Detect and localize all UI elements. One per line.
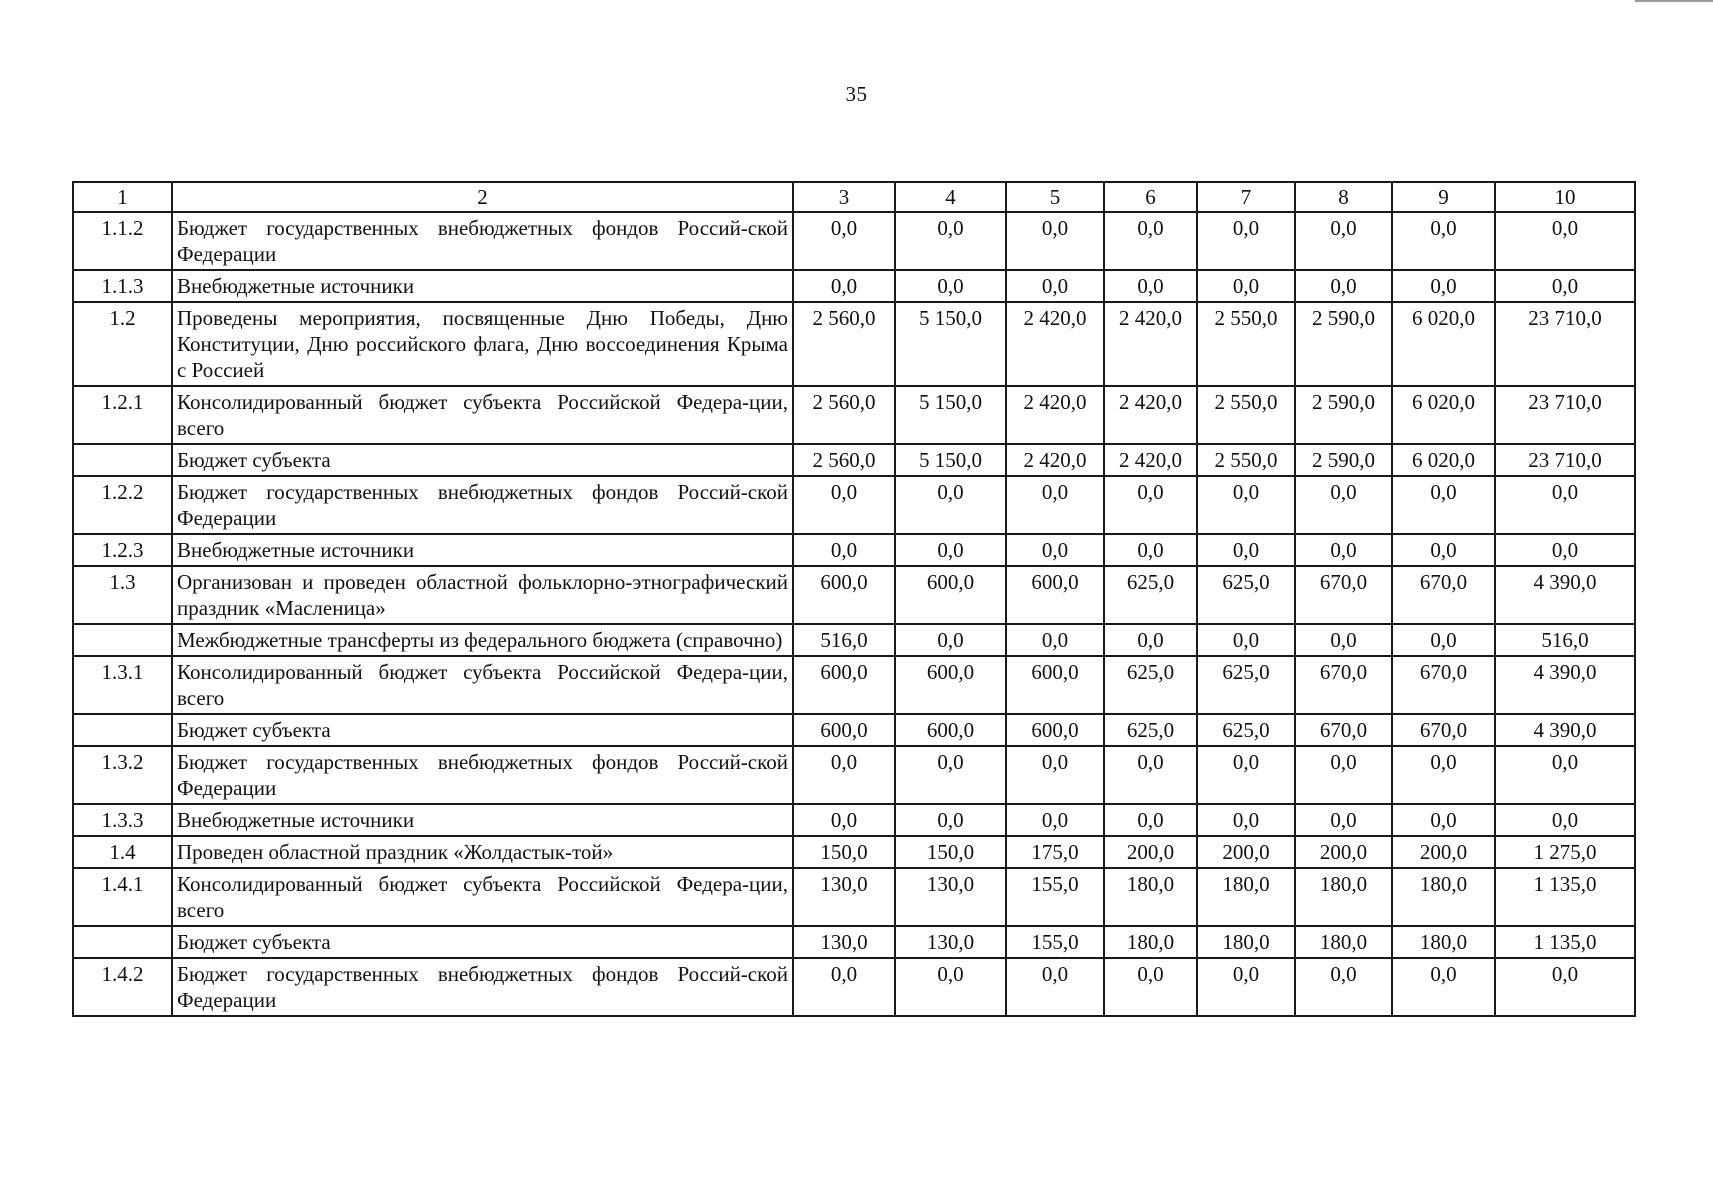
row-value-cell: 0,0 <box>793 958 895 1016</box>
row-value-cell: 625,0 <box>1197 656 1295 714</box>
table-row <box>73 714 1635 746</box>
row-value-cell: 625,0 <box>1104 566 1197 624</box>
row-value-cell: 0,0 <box>1392 270 1495 302</box>
row-value-cell: 175,0 <box>1006 836 1104 868</box>
row-value-cell: 0,0 <box>1197 804 1295 836</box>
row-value-cell: 0,0 <box>1495 476 1635 534</box>
row-value-cell: 180,0 <box>1295 868 1392 926</box>
row-value-cell: 5 150,0 <box>895 386 1006 444</box>
row-value-cell: 4 390,0 <box>1495 714 1635 746</box>
row-value-cell: 0,0 <box>1392 476 1495 534</box>
table-header-row <box>73 182 1635 212</box>
row-name-cell: Организован и проведен областной фольклорно-этнографический праздник «Масленица» <box>172 566 793 624</box>
row-value-cell: 2 420,0 <box>1104 444 1197 476</box>
row-value-cell: 670,0 <box>1295 566 1392 624</box>
row-value-cell: 2 420,0 <box>1104 386 1197 444</box>
row-name-cell: Бюджет субъекта <box>172 714 793 746</box>
row-value-cell: 130,0 <box>793 926 895 958</box>
row-name-cell: Внебюджетные источники <box>172 804 793 836</box>
row-value-cell: 0,0 <box>1197 270 1295 302</box>
row-value-cell: 0,0 <box>793 270 895 302</box>
row-name-cell: Консолидированный бюджет субъекта Российской Федера-ции, всего <box>172 868 793 926</box>
row-name-cell: Бюджет субъекта <box>172 926 793 958</box>
row-code-cell: 1.2.1 <box>73 386 172 444</box>
table-row <box>73 804 1635 836</box>
row-value-cell: 155,0 <box>1006 926 1104 958</box>
row-value-cell: 2 560,0 <box>793 302 895 386</box>
row-code-cell <box>73 926 172 958</box>
row-value-cell: 130,0 <box>793 868 895 926</box>
row-value-cell: 0,0 <box>1392 958 1495 1016</box>
row-value-cell: 0,0 <box>793 476 895 534</box>
row-value-cell: 625,0 <box>1104 714 1197 746</box>
row-value-cell: 0,0 <box>1295 270 1392 302</box>
row-value-cell: 516,0 <box>793 624 895 656</box>
row-code-cell: 1.2 <box>73 302 172 386</box>
row-value-cell: 600,0 <box>895 714 1006 746</box>
row-value-cell: 0,0 <box>895 270 1006 302</box>
row-name-cell: Консолидированный бюджет субъекта Российской Федера-ции, всего <box>172 386 793 444</box>
row-value-cell: 0,0 <box>1295 624 1392 656</box>
row-value-cell: 2 550,0 <box>1197 444 1295 476</box>
row-value-cell: 0,0 <box>1295 958 1392 1016</box>
row-value-cell: 0,0 <box>1197 212 1295 270</box>
row-value-cell: 180,0 <box>1104 868 1197 926</box>
table-row <box>73 868 1635 926</box>
row-value-cell: 0,0 <box>1006 958 1104 1016</box>
table-row <box>73 656 1635 714</box>
table-row <box>73 534 1635 566</box>
row-value-cell: 0,0 <box>1006 534 1104 566</box>
row-value-cell: 600,0 <box>793 566 895 624</box>
row-value-cell: 5 150,0 <box>895 444 1006 476</box>
row-code-cell <box>73 624 172 656</box>
row-code-cell: 1.3.1 <box>73 656 172 714</box>
row-value-cell: 625,0 <box>1104 656 1197 714</box>
table-body <box>73 182 1635 1016</box>
row-value-cell: 0,0 <box>1104 476 1197 534</box>
row-value-cell: 180,0 <box>1197 926 1295 958</box>
table-row <box>73 444 1635 476</box>
row-code-cell: 1.2.3 <box>73 534 172 566</box>
row-value-cell: 670,0 <box>1392 714 1495 746</box>
row-value-cell: 0,0 <box>1495 534 1635 566</box>
row-value-cell: 0,0 <box>1104 534 1197 566</box>
row-code-cell: 1.1.2 <box>73 212 172 270</box>
row-value-cell: 0,0 <box>1006 212 1104 270</box>
row-value-cell: 625,0 <box>1197 714 1295 746</box>
row-value-cell: 0,0 <box>1006 476 1104 534</box>
row-code-cell: 1.1.3 <box>73 270 172 302</box>
row-value-cell: 180,0 <box>1392 868 1495 926</box>
table-row <box>73 302 1635 386</box>
row-code-cell <box>73 714 172 746</box>
row-value-cell: 0,0 <box>1392 534 1495 566</box>
header-cell: 4 <box>895 182 1006 212</box>
row-value-cell: 0,0 <box>1197 624 1295 656</box>
row-value-cell: 0,0 <box>1495 958 1635 1016</box>
row-value-cell: 0,0 <box>895 624 1006 656</box>
row-code-cell: 1.4.2 <box>73 958 172 1016</box>
row-value-cell: 600,0 <box>1006 566 1104 624</box>
header-cell: 7 <box>1197 182 1295 212</box>
row-value-cell: 200,0 <box>1104 836 1197 868</box>
row-value-cell: 200,0 <box>1197 836 1295 868</box>
row-value-cell: 0,0 <box>1392 804 1495 836</box>
row-value-cell: 670,0 <box>1392 566 1495 624</box>
row-value-cell: 2 420,0 <box>1104 302 1197 386</box>
row-value-cell: 0,0 <box>1104 212 1197 270</box>
row-value-cell: 0,0 <box>1295 534 1392 566</box>
row-value-cell: 0,0 <box>1495 804 1635 836</box>
row-value-cell: 130,0 <box>895 926 1006 958</box>
row-value-cell: 4 390,0 <box>1495 566 1635 624</box>
row-value-cell: 600,0 <box>1006 656 1104 714</box>
row-value-cell: 0,0 <box>1495 746 1635 804</box>
row-value-cell: 600,0 <box>895 656 1006 714</box>
row-value-cell: 2 560,0 <box>793 444 895 476</box>
row-value-cell: 6 020,0 <box>1392 386 1495 444</box>
row-value-cell: 200,0 <box>1295 836 1392 868</box>
row-value-cell: 180,0 <box>1295 926 1392 958</box>
row-value-cell: 0,0 <box>1197 534 1295 566</box>
row-code-cell <box>73 444 172 476</box>
row-value-cell: 0,0 <box>1104 804 1197 836</box>
row-value-cell: 155,0 <box>1006 868 1104 926</box>
row-value-cell: 0,0 <box>793 804 895 836</box>
budget-table <box>72 181 1636 1017</box>
header-cell: 1 <box>73 182 172 212</box>
row-value-cell: 2 590,0 <box>1295 386 1392 444</box>
row-value-cell: 0,0 <box>1495 270 1635 302</box>
row-value-cell: 0,0 <box>793 534 895 566</box>
row-name-cell: Проведены мероприятия, посвященные Дню Победы, Дню Конституции, Дню российского флага, Дню воссоединения Крыма с Россией <box>172 302 793 386</box>
row-value-cell: 180,0 <box>1104 926 1197 958</box>
row-value-cell: 6 020,0 <box>1392 444 1495 476</box>
row-code-cell: 1.2.2 <box>73 476 172 534</box>
row-value-cell: 0,0 <box>1006 746 1104 804</box>
header-cell: 5 <box>1006 182 1104 212</box>
row-value-cell: 5 150,0 <box>895 302 1006 386</box>
row-value-cell: 2 420,0 <box>1006 386 1104 444</box>
row-name-cell: Бюджет государственных внебюджетных фондов Россий-ской Федерации <box>172 958 793 1016</box>
row-value-cell: 0,0 <box>1006 624 1104 656</box>
row-value-cell: 0,0 <box>895 746 1006 804</box>
row-value-cell: 0,0 <box>1104 624 1197 656</box>
row-name-cell: Бюджет государственных внебюджетных фондов Россий-ской Федерации <box>172 212 793 270</box>
row-value-cell: 4 390,0 <box>1495 656 1635 714</box>
table-row <box>73 386 1635 444</box>
row-value-cell: 0,0 <box>1392 624 1495 656</box>
table-row <box>73 958 1635 1016</box>
row-value-cell: 180,0 <box>1392 926 1495 958</box>
row-name-cell: Бюджет субъекта <box>172 444 793 476</box>
table-row <box>73 270 1635 302</box>
row-value-cell: 0,0 <box>1392 746 1495 804</box>
row-value-cell: 0,0 <box>895 212 1006 270</box>
row-name-cell: Консолидированный бюджет субъекта Российской Федера-ции, всего <box>172 656 793 714</box>
row-name-cell: Бюджет государственных внебюджетных фондов Россий-ской Федерации <box>172 476 793 534</box>
top-edge-rule <box>1635 0 1713 2</box>
row-value-cell: 0,0 <box>1197 476 1295 534</box>
row-value-cell: 150,0 <box>793 836 895 868</box>
row-value-cell: 670,0 <box>1295 656 1392 714</box>
row-value-cell: 0,0 <box>1006 804 1104 836</box>
row-value-cell: 600,0 <box>793 656 895 714</box>
row-value-cell: 0,0 <box>1295 212 1392 270</box>
row-value-cell: 180,0 <box>1197 868 1295 926</box>
row-value-cell: 0,0 <box>1104 958 1197 1016</box>
row-code-cell: 1.3.3 <box>73 804 172 836</box>
row-value-cell: 2 550,0 <box>1197 302 1295 386</box>
row-value-cell: 0,0 <box>793 212 895 270</box>
row-value-cell: 2 420,0 <box>1006 444 1104 476</box>
row-name-cell: Межбюджетные трансферты из федерального бюджета (справочно) <box>172 624 793 656</box>
row-code-cell: 1.3.2 <box>73 746 172 804</box>
row-value-cell: 0,0 <box>895 804 1006 836</box>
row-value-cell: 0,0 <box>1495 212 1635 270</box>
row-code-cell: 1.4 <box>73 836 172 868</box>
header-cell: 2 <box>172 182 793 212</box>
row-value-cell: 0,0 <box>895 534 1006 566</box>
row-name-cell: Внебюджетные источники <box>172 270 793 302</box>
row-value-cell: 23 710,0 <box>1495 302 1635 386</box>
row-value-cell: 516,0 <box>1495 624 1635 656</box>
row-value-cell: 2 590,0 <box>1295 302 1392 386</box>
table-row <box>73 836 1635 868</box>
row-value-cell: 23 710,0 <box>1495 444 1635 476</box>
row-value-cell: 2 560,0 <box>793 386 895 444</box>
row-value-cell: 0,0 <box>1392 212 1495 270</box>
row-name-cell: Внебюджетные источники <box>172 534 793 566</box>
table-row <box>73 624 1635 656</box>
row-value-cell: 0,0 <box>1295 804 1392 836</box>
row-name-cell: Бюджет государственных внебюджетных фондов Россий-ской Федерации <box>172 746 793 804</box>
row-code-cell: 1.3 <box>73 566 172 624</box>
header-cell: 6 <box>1104 182 1197 212</box>
row-value-cell: 0,0 <box>1197 958 1295 1016</box>
row-value-cell: 0,0 <box>895 958 1006 1016</box>
header-cell: 8 <box>1295 182 1392 212</box>
row-value-cell: 670,0 <box>1392 656 1495 714</box>
row-value-cell: 23 710,0 <box>1495 386 1635 444</box>
row-value-cell: 600,0 <box>895 566 1006 624</box>
row-value-cell: 670,0 <box>1295 714 1392 746</box>
row-value-cell: 600,0 <box>1006 714 1104 746</box>
row-value-cell: 1 135,0 <box>1495 926 1635 958</box>
header-cell: 9 <box>1392 182 1495 212</box>
row-value-cell: 0,0 <box>1104 270 1197 302</box>
row-value-cell: 200,0 <box>1392 836 1495 868</box>
row-value-cell: 1 275,0 <box>1495 836 1635 868</box>
row-code-cell: 1.4.1 <box>73 868 172 926</box>
row-value-cell: 2 590,0 <box>1295 444 1392 476</box>
table-row <box>73 926 1635 958</box>
table-row <box>73 212 1635 270</box>
row-value-cell: 0,0 <box>1197 746 1295 804</box>
table-row <box>73 566 1635 624</box>
row-value-cell: 2 420,0 <box>1006 302 1104 386</box>
table-row <box>73 476 1635 534</box>
row-value-cell: 2 550,0 <box>1197 386 1295 444</box>
row-value-cell: 0,0 <box>793 746 895 804</box>
table-row <box>73 746 1635 804</box>
row-value-cell: 130,0 <box>895 868 1006 926</box>
page-number: 35 <box>845 82 868 106</box>
header-cell: 10 <box>1495 182 1635 212</box>
row-name-cell: Проведен областной праздник «Жолдастык-той» <box>172 836 793 868</box>
row-value-cell: 0,0 <box>1295 476 1392 534</box>
row-value-cell: 1 135,0 <box>1495 868 1635 926</box>
row-value-cell: 600,0 <box>793 714 895 746</box>
row-value-cell: 0,0 <box>1006 270 1104 302</box>
row-value-cell: 150,0 <box>895 836 1006 868</box>
row-value-cell: 0,0 <box>1104 746 1197 804</box>
header-cell: 3 <box>793 182 895 212</box>
row-value-cell: 625,0 <box>1197 566 1295 624</box>
row-value-cell: 0,0 <box>895 476 1006 534</box>
row-value-cell: 6 020,0 <box>1392 302 1495 386</box>
row-value-cell: 0,0 <box>1295 746 1392 804</box>
